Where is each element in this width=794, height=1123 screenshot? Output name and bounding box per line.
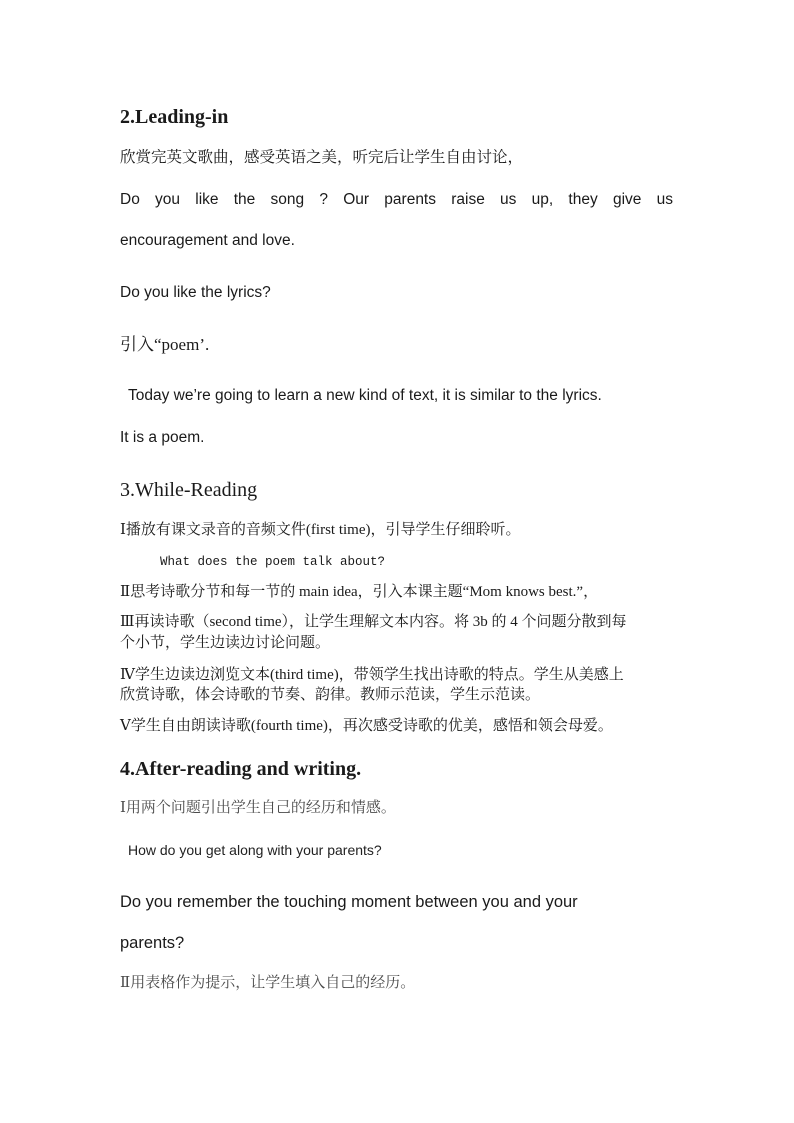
leading-in-intro: 欣赏完英文歌曲，感受英语之美，听完后让学生自由讨论， xyxy=(120,149,524,166)
after-reading-question-1: How do you get along with your parents? xyxy=(128,842,382,858)
lyrics-question: Do you like the lyrics? xyxy=(120,284,271,301)
introduce-poem: 引入“poem’. xyxy=(120,335,210,354)
after-reading-step-1: Ⅰ用两个问题引出学生自己的经历和情感。 xyxy=(120,800,396,816)
section-heading-after-reading: 4.After-reading and writing. xyxy=(120,758,362,780)
today-line-2: It is a poem. xyxy=(120,429,205,446)
section-heading-while-reading: 3.While-Reading xyxy=(120,479,258,501)
while-reading-step-4-line-1: Ⅳ学生边读边浏览文本(third time)，带领学生找出诗歌的特点。学生从美感上 xyxy=(120,667,624,683)
after-reading-question-2-line-2: parents? xyxy=(120,934,185,952)
while-reading-step-4-line-2: 欣赏诗歌，体会诗歌的节奏、韵律。教师示范读，学生示范读。 xyxy=(120,687,541,703)
section-heading-leading-in: 2.Leading-in xyxy=(120,106,229,128)
today-line-1: Today we’re going to learn a new kind of text, it is similar to the lyrics. xyxy=(128,387,602,404)
after-reading-step-2: Ⅱ用表格作为提示，让学生填入自己的经历。 xyxy=(120,975,416,991)
while-reading-step-1: Ⅰ播放有课文录音的音频文件(first time)，引导学生仔细聆听。 xyxy=(120,522,521,538)
while-reading-step-5: Ⅴ学生自由朗读诗歌(fourth time)，再次感受诗歌的优美，感悟和领会母爱。 xyxy=(120,718,613,734)
while-reading-step-2: Ⅱ思考诗歌分节和每一节的 main idea，引入本课主题“Mom knows best.”， xyxy=(120,584,599,600)
while-reading-step-1-question: What does the poem talk about? xyxy=(160,555,386,569)
after-reading-question-2-line-1: Do you remember the touching moment between you and your xyxy=(120,893,578,911)
leading-in-question-line-2: encouragement and love. xyxy=(120,232,295,249)
leading-in-question-line-1: Do you like the song ? Our parents raise us up, they give us xyxy=(120,191,673,208)
while-reading-step-3-line-2: 个小节，学生边读边讨论问题。 xyxy=(120,635,331,651)
while-reading-step-3-line-1: Ⅲ再读诗歌（second time），让学生理解文本内容。将 3b 的 4 个问题分散到每 xyxy=(120,614,627,630)
